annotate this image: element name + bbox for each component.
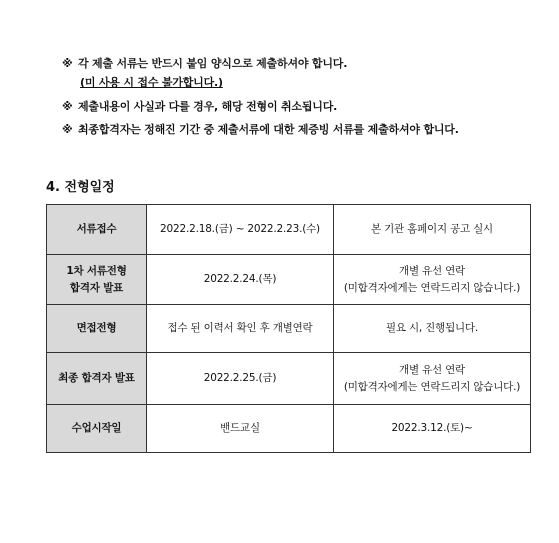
row-note-cell bbox=[334, 205, 531, 255]
row-label: 수업시작일 bbox=[71, 422, 122, 434]
notice-item-forms bbox=[62, 57, 347, 71]
row-label-cell bbox=[47, 353, 147, 405]
row-note-cell bbox=[334, 405, 531, 453]
row-date: 2022.2.25.(금) bbox=[203, 372, 277, 384]
table-row bbox=[47, 405, 531, 453]
row-label: 서류접수 bbox=[76, 223, 117, 235]
table-row bbox=[47, 205, 531, 255]
row-label: 면접전형 bbox=[76, 322, 117, 334]
reference-mark: ※ bbox=[62, 100, 73, 113]
section-title: 4. 전형일정 bbox=[46, 180, 115, 195]
row-date-cell bbox=[147, 305, 334, 353]
table-row bbox=[47, 255, 531, 305]
row-date-cell bbox=[147, 255, 334, 305]
row-note: 개별 유선 연락 bbox=[399, 363, 465, 376]
row-date: 접수 된 이력서 확인 후 개별연락 bbox=[167, 322, 313, 334]
row-date: 밴드교실 bbox=[220, 422, 260, 434]
notice-subtext-forms: (미 사용 시 접수 불가합니다.) bbox=[80, 76, 223, 89]
row-date-cell bbox=[147, 205, 334, 255]
notice-text-proof: 최종합격자는 정해진 기간 중 제출서류에 대한 제증빙 서류를 제출하셔야 합니다. bbox=[78, 123, 459, 136]
row-label-cell bbox=[47, 255, 147, 305]
notice-item-cancellation bbox=[62, 100, 337, 114]
row-note: 개별 유선 연락 bbox=[399, 264, 465, 277]
row-note: 2022.3.12.(토)~ bbox=[391, 422, 473, 434]
notice-item-proof bbox=[62, 123, 459, 137]
row-label: 1차 서류전형 bbox=[66, 264, 127, 277]
row-label: 최종 합격자 발표 bbox=[58, 372, 135, 384]
schedule-table bbox=[46, 204, 531, 453]
reference-mark: ※ bbox=[62, 57, 73, 70]
notice-text-cancellation: 제출내용이 사실과 다를 경우, 해당 전형이 취소됩니다. bbox=[78, 100, 338, 113]
row-note-cell bbox=[334, 255, 531, 305]
row-label: 합격자 발표 bbox=[69, 281, 124, 294]
row-note-cell bbox=[334, 305, 531, 353]
row-label-cell bbox=[47, 205, 147, 255]
table-row bbox=[47, 305, 531, 353]
row-date: 2022.2.24.(목) bbox=[203, 273, 277, 285]
row-label-cell bbox=[47, 405, 147, 453]
reference-mark: ※ bbox=[62, 123, 73, 136]
row-date: 2022.2.18.(금) ~ 2022.2.23.(수) bbox=[160, 223, 320, 235]
row-label-cell bbox=[47, 305, 147, 353]
row-note: (미합격자에게는 연락드리지 않습니다.) bbox=[343, 281, 521, 294]
row-note: 필요 시, 진행됩니다. bbox=[385, 322, 479, 334]
row-date-cell bbox=[147, 405, 334, 453]
notice-text-forms: 각 제출 서류는 반드시 붙임 양식으로 제출하셔야 합니다. bbox=[78, 57, 348, 70]
row-note-cell bbox=[334, 353, 531, 405]
table-row bbox=[47, 353, 531, 405]
row-date-cell bbox=[147, 353, 334, 405]
row-note: 본 기관 홈페이지 공고 실시 bbox=[371, 223, 493, 235]
row-note: (미합격자에게는 연락드리지 않습니다.) bbox=[343, 380, 521, 393]
